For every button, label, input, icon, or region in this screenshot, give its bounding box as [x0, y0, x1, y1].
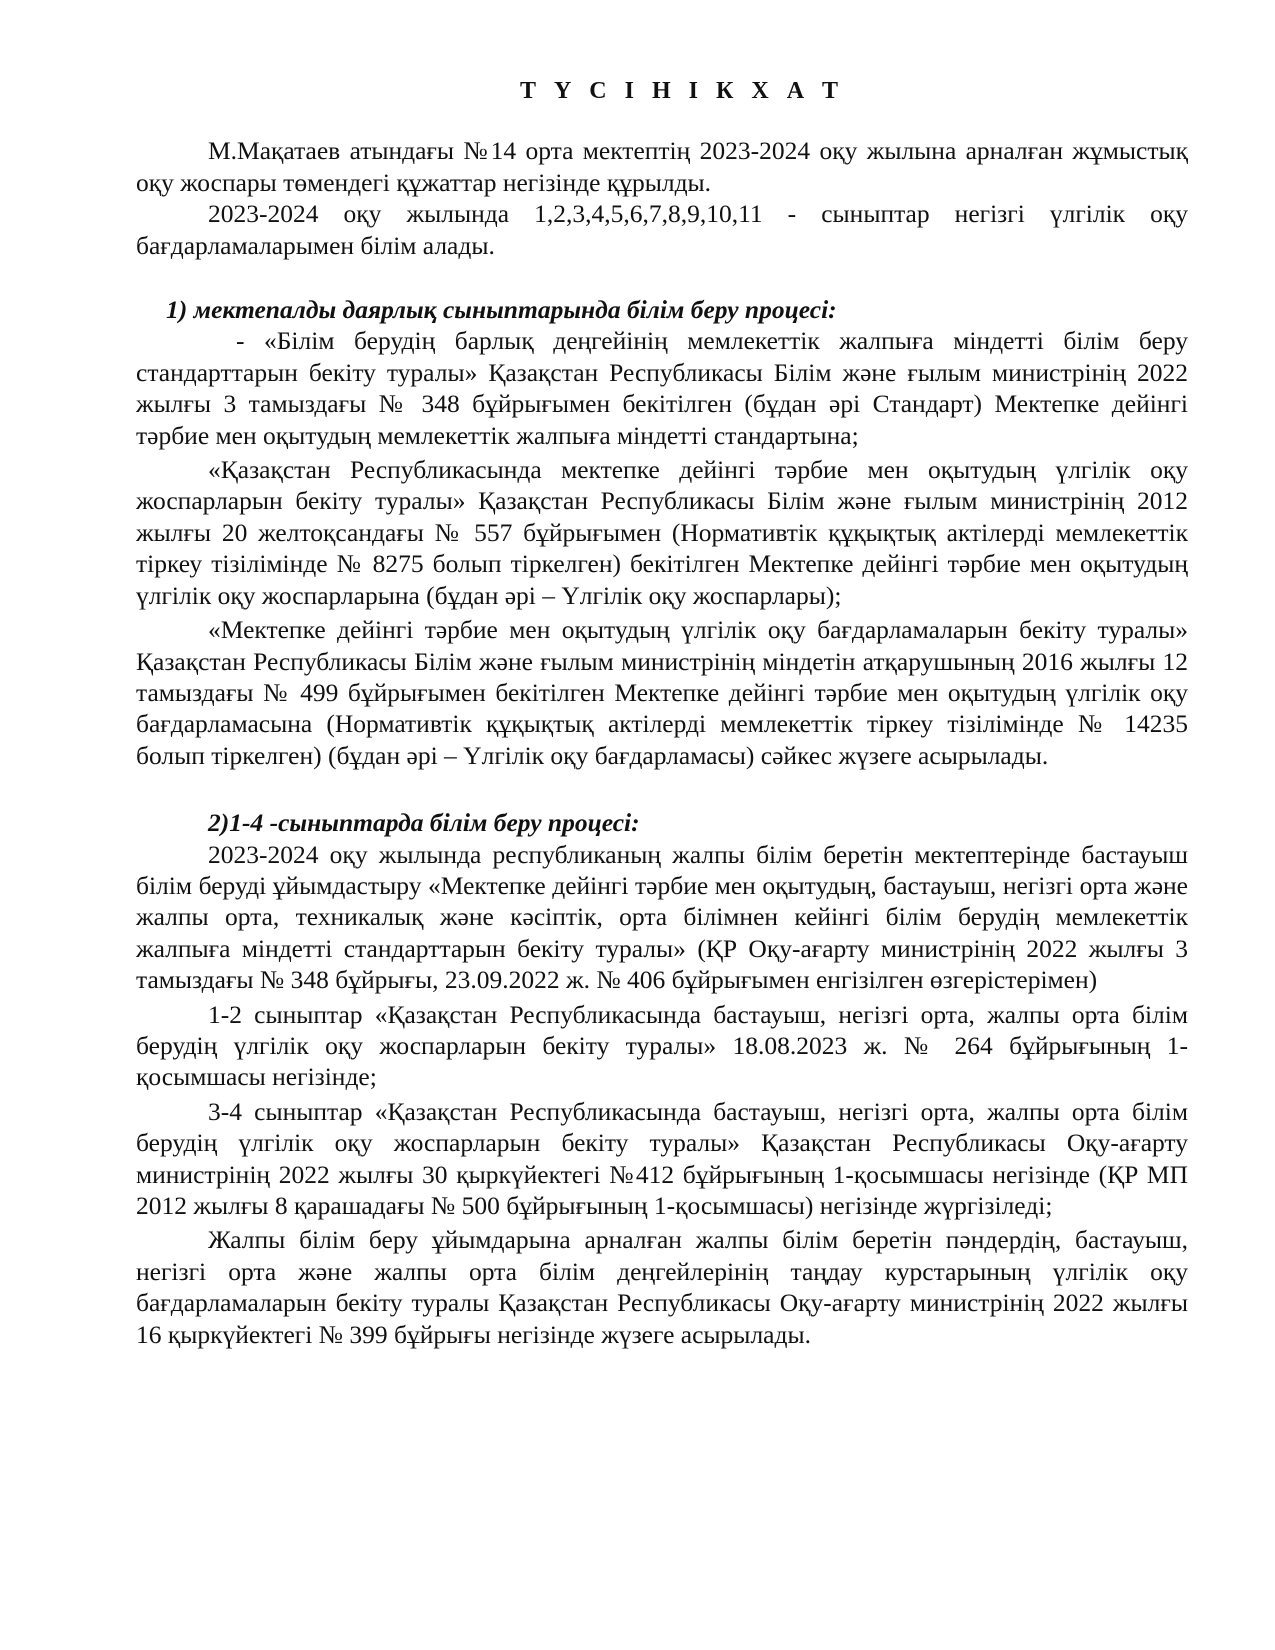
paragraph-classes: 2023-2024 оқу жылында 1,2,3,4,5,6,7,8,9,10,11 - сыныптар негізгі үлгілік оқу бағдарламаларымен білім алады. — [136, 199, 1188, 260]
section-heading-primary: 2)1-4 -сыныптарда білім беру процесі: — [208, 808, 640, 838]
paragraph-standard: - «Білім берудің барлық деңгейінің мемлекеттік жалпыға міндетті білім беру стандарттарын бекіту туралы» Қазақстан Республикасы Білім және ғылым министрінің 2022 жылғы 3 тамыздағы № 348 бұйрығымен бекітілген (бұдан әрі Стандарт) Мектепке дейінгі тәрбие мен оқытудың мемлекеттік жалпыға міндетті стандартына; — [136, 326, 1188, 450]
paragraph-curriculum-plans: «Қазақстан Республикасында мектепке дейінгі тәрбие мен оқытудың үлгілік оқу жоспарларын бекіту туралы» Қазақстан Республикасы Білім және ғылым министрінің 2012 жылғы 20 желтоқсандағы № 557 бұйрығымен (Нормативтік құқықтық актілерді мемлекеттік тіркеу тізілімінде № 8275 болып тіркелген) бекітілген Мектепке дейінгі тәрбие мен оқытудың үлгілік оқу жоспарларына (бұдан әрі – Үлгілік оқу жоспарлары); — [136, 455, 1188, 610]
paragraph-curriculum-programs: «Мектепке дейінгі тәрбие мен оқытудың үлгілік оқу бағдарламаларын бекіту туралы» Қазақстан Республикасы Білім және ғылым министрінің міндетін атқарушының 2016 жылғы 12 тамыздағы № 499 бұйрығымен бекітілген Мектепке дейінгі тәрбие мен оқытудың үлгілік оқу бағдарламасына (Нормативтік құқықтық актілерді мемлекеттік тіркеу тізілімінде № 14235 болып тіркелген) (бұдан әрі – Үлгілік оқу бағдарламасы) сәйкес жүзеге асырылады. — [136, 615, 1188, 770]
paragraph-elective-courses: Жалпы білім беру ұйымдарына арналған жалпы білім беретін пәндердің, бастауыш, негізгі орта және жалпы орта білім деңгейлерінің таңдау курстарының үлгілік оқу бағдарламаларын бекіту туралы Қазақстан Республикасы Оқу-ағарту министрінің 2022 жылғы 16 қыркүйектегі № 399 бұйрығы негізінде жүзеге асырылады. — [136, 1225, 1188, 1349]
paragraph-primary-education: 2023-2024 оқу жылында республиканың жалпы білім беретін мектептерінде бастауыш білім беруді ұйымдастыру «Мектепке дейінгі тәрбие мен оқытудың, бастауыш, негізгі орта және жалпы орта, техникалық және кәсіптік, орта білімнен кейінгі білім берудің мемлекеттік жалпыға міндетті стандарттарын бекіту туралы» (ҚР Оқу-ағарту министрінің 2022 жылғы 3 тамыздағы № 348 бұйрығы, 23.09.2022 ж. № 406 бұйрығымен енгізілген өзгерістерімен) — [136, 839, 1188, 995]
section-heading-preschool: 1) мектепалды даярлық сыныптарында білім беру процесі: — [166, 295, 837, 325]
paragraph-grades-3-4: 3-4 сыныптар «Қазақстан Республикасында бастауыш, негізгі орта, жалпы орта білім берудің үлгілік оқу жоспарларын бекіту туралы» Қазақстан Республикасы Оқу-ағарту министрінің 2022 жылғы 30 қыркүйектегі №412 бұйрығының 1-қосымшасы негізінде (ҚР МП 2012 жылғы 8 қарашадағы № 500 бұйрығының 1-қосымшасы) негізінде жүргізіледі; — [136, 1096, 1188, 1220]
paragraph-intro: М.Мақатаев атындағы №14 орта мектептің 2023-2024 оқу жылына арналған жұмыстық оқу жоспары төмендегі құжаттар негізінде құрылды. — [136, 136, 1188, 197]
document-page — [136, 76, 1188, 1350]
document-title: Т Ү С І Н І К Х А Т — [519, 78, 845, 104]
paragraph-grades-1-2: 1-2 сыныптар «Қазақстан Республикасында бастауыш, негізгі орта, жалпы орта білім берудің үлгілік оқу жоспарларын бекіту туралы» 18.08.2023 ж. № 264 бұйрығының 1-қосымшасы негізінде; — [136, 999, 1188, 1092]
